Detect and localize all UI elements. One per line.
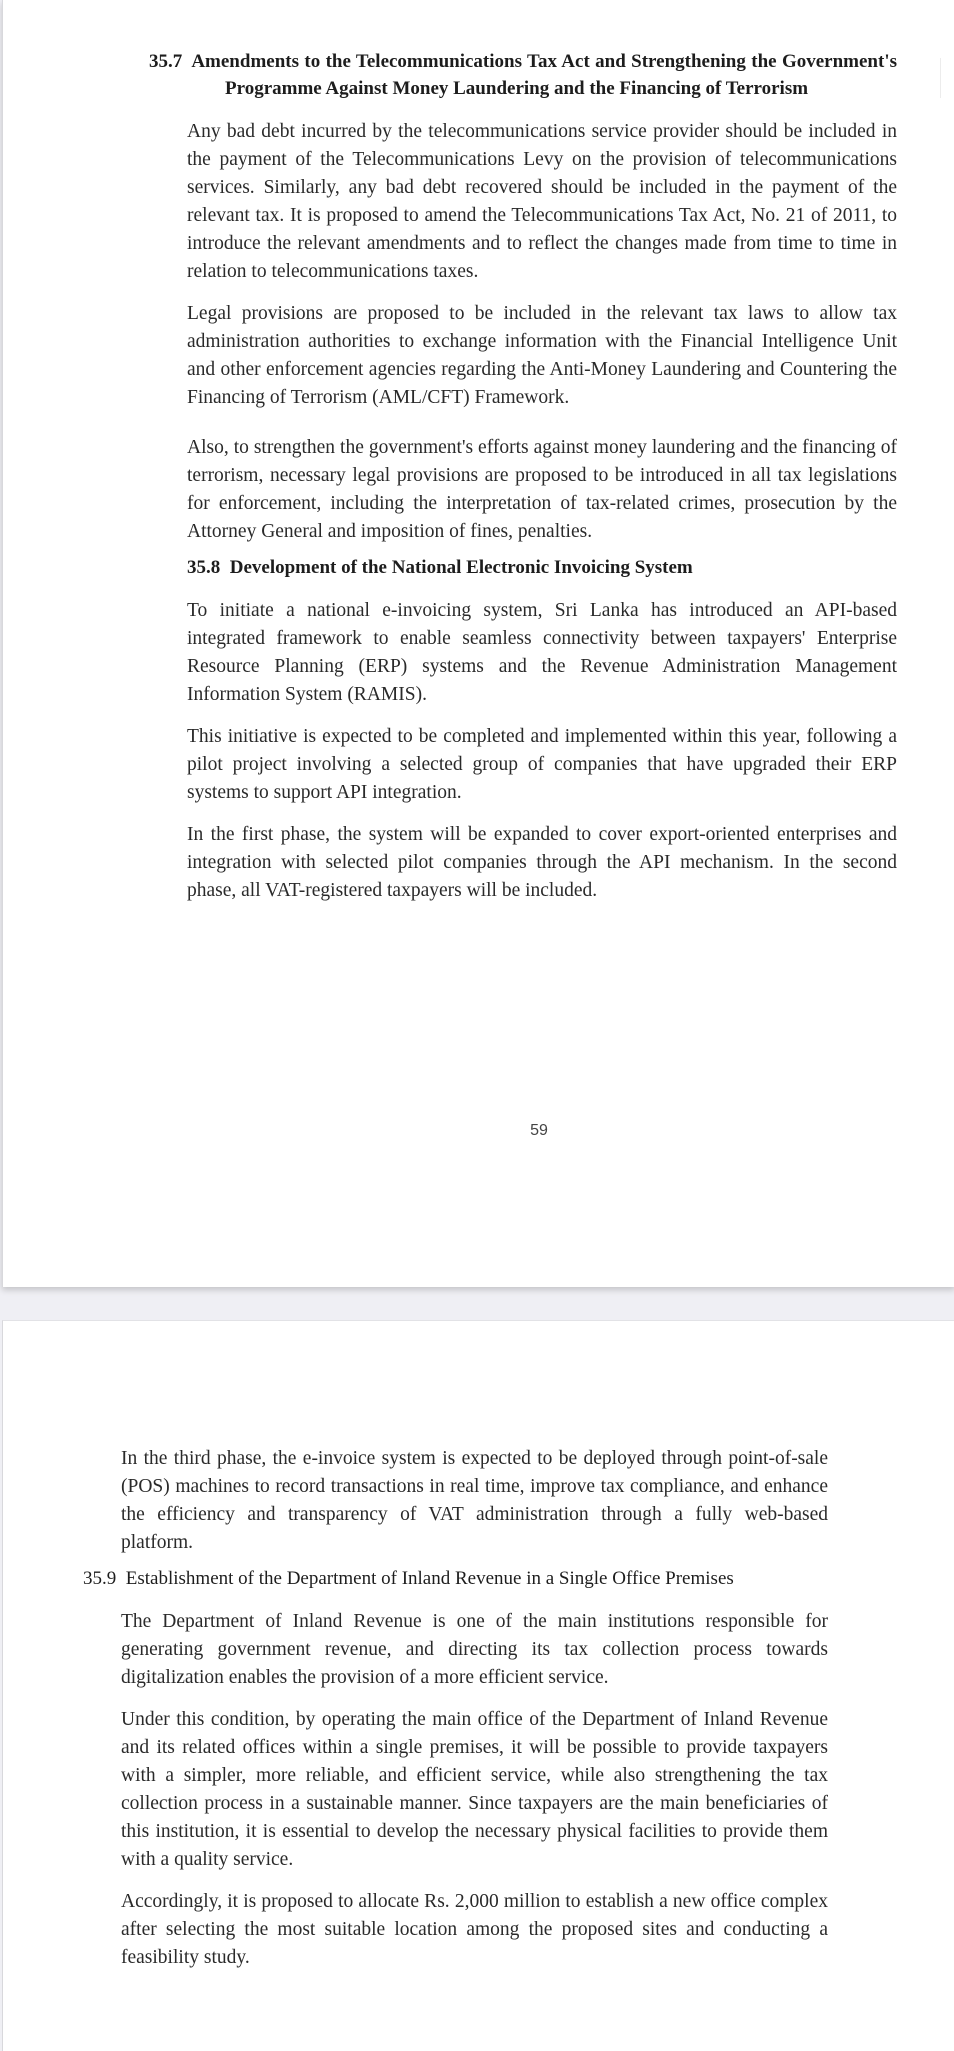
paragraph: Any bad debt incurred by the telecommunications service provider should be included in the payment of the Telecommunications Levy on the provision of telecommunications services. Similarly, any bad debt recovered should be included in the payment of the relevant tax. It is proposed to amend the Telecommunications Tax Act, No. 21 of 2011, to introduce the relevant amendments and to reflect the changes made from time to time in relation to telecommunications taxes. <box>187 121 897 282</box>
paragraph: Also, to strengthen the government's efforts against money laundering and the financing of terrorism, necessary legal provisions are proposed to be introduced in all tax legislations for enforcement, including the interpretation of tax-related crimes, prosecution by the Attorney General and imposition of fines, penalties. <box>187 437 897 542</box>
page-number: 59 <box>530 1122 548 1139</box>
paragraph: To initiate a national e-invoicing system, Sri Lanka has introduced an API-based integrated framework to enable seamless connectivity between taxpayers' Enterprise Resource Planning (ERP) systems and the Revenue Administration Management Information System (RAMIS). <box>187 600 897 705</box>
paragraph: Under this condition, by operating the main office of the Department of Inland Revenue and its related offices within a single premises, it will be possible to provide taxpayers with a simpler, more reliable, and efficient service, while also strengthening the tax collection process in a sustainable manner. Since taxpayers are the main beneficiaries of this institution, it is essential to develop the necessary physical facilities to provide them with a quality service. <box>121 1709 828 1870</box>
page-content <box>149 48 897 905</box>
paragraph: This initiative is expected to be completed and implemented within this year, following a pilot project involving a selected group of companies that have upgraded their ERP systems to support API integration. <box>187 726 897 803</box>
paragraph: Accordingly, it is proposed to allocate Rs. 2,000 million to establish a new office complex after selecting the most suitable location among the proposed sites and conducting a feasibility study. <box>121 1891 828 1968</box>
section-title: Establishment of the Department of Inland Revenue in a Single Office Premises <box>125 1568 734 1589</box>
section-heading-35-8 <box>187 554 897 581</box>
scroll-indicator <box>940 58 941 98</box>
paragraph: In the first phase, the system will be expanded to cover export-oriented enterprises and integration with selected pilot companies through the API mechanism. In the second phase, all VAT-registered taxpayers will be included. <box>187 824 897 901</box>
document-page-60 <box>2 1320 954 2051</box>
section-heading-35-9: 35.9 Establishment of the Department of Inland Revenue in a Single Office Premises <box>83 1568 734 1589</box>
paragraph: The Department of Inland Revenue is one of the main institutions responsible for generating government revenue, and directing its tax collection process towards digitalization enables the provision of a more efficient service. <box>121 1611 828 1688</box>
paragraph: Legal provisions are proposed to be included in the relevant tax laws to allow tax administration authorities to exchange information with the Financial Intelligence Unit and other enforcement agencies regarding the Anti-Money Laundering and Countering the Financing of Terrorism (AML/CFT) Framework. <box>187 303 897 408</box>
section-title: Development of the National Electronic Invoicing System <box>229 557 693 578</box>
page-content <box>83 1445 828 1972</box>
continuation-paragraph: In the third phase, the e-invoice system is expected to be deployed through point-of-sale (POS) machines to record transactions in real time, improve tax compliance, and enhance the efficiency and transparency of VAT administration through a fully web-based platform. <box>121 1448 828 1553</box>
section-heading-35-7: 35.7 Amendments to the Telecommunications Tax Act and Strengthening the Government's Programme Against Money Laundering and the Financing of Terrorism <box>149 51 897 99</box>
section-number: 35.8 <box>187 557 221 578</box>
document-page-59 <box>2 0 954 1287</box>
section-title: Amendments to the Telecommunications Tax Act and Strengthening the Government's Programme Against Money Laundering and the Financing of Terrorism <box>191 51 897 99</box>
